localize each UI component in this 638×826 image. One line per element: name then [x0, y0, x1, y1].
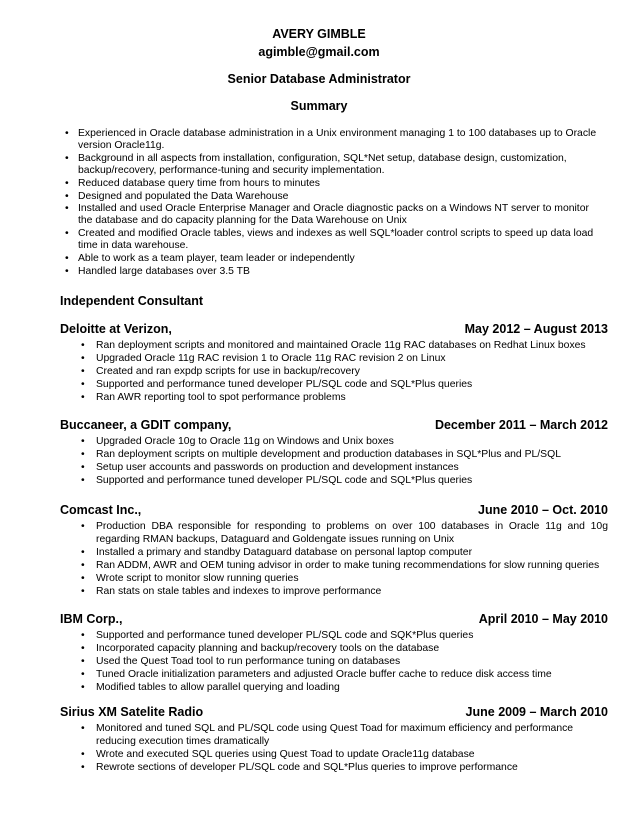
job-header — [60, 612, 608, 628]
bullet-icon: • — [65, 190, 69, 202]
summary-item: • Created and modified Oracle tables, views and indexes as well SQL*loader control scripts to speed up data load time in data warehouse. — [65, 228, 594, 252]
job-bullet: • Supported and performance tuned developer PL/SQL code and SQL*Plus queries — [81, 378, 473, 390]
job-bullet: • Used the Quest Toad tool to run performance tuning on databases — [81, 655, 401, 667]
summary-list — [65, 128, 598, 278]
summary-heading: Summary — [290, 99, 348, 113]
job-bullet: • Installed a primary and standby Dataguard database on personal laptop computer — [81, 546, 473, 558]
job-bullet: • Ran stats on stale tables and indexes to improve performance — [81, 585, 382, 597]
bullet-icon: • — [81, 546, 85, 558]
summary-item: • Experienced in Oracle database administration in a Unix environment managing 1 to 100 databases up to Oracle version Oracle11g. — [65, 128, 597, 152]
job-header — [60, 418, 608, 434]
bullet-icon: • — [81, 365, 85, 377]
job-entry — [60, 322, 608, 405]
summary-item: • Reduced database query time from hours to minutes — [65, 177, 320, 189]
bullet-icon: • — [81, 681, 85, 693]
bullet-icon: • — [81, 352, 85, 364]
job-bullet: • Ran deployment scripts on multiple development and production databases in SQL*Plus and PL/SQL — [81, 448, 561, 460]
bullet-icon: • — [81, 748, 85, 760]
bullet-icon: • — [81, 761, 85, 773]
bullet-icon: • — [65, 228, 69, 240]
bullet-icon: • — [81, 585, 85, 597]
bullet-icon: • — [81, 391, 85, 403]
job-bullet: • Created and ran expdp scripts for use in backup/recovery — [81, 365, 360, 377]
job-bullet: • Monitored and tuned SQL and PL/SQL code using Quest Toad for maximum efficiency and performance reducing execution times dramatically — [81, 723, 574, 747]
job-entry — [60, 418, 608, 488]
job-bullets — [81, 723, 608, 775]
company-name: Comcast Inc., — [60, 503, 142, 517]
job-bullet: • Setup user accounts and passwords on production and development instances — [81, 461, 459, 473]
job-bullet: • Wrote and executed SQL queries using Quest Toad to update Oracle11g database — [81, 748, 475, 760]
job-bullets — [81, 340, 608, 405]
job-bullet: • Tuned Oracle initialization parameters and adjusted Oracle buffer cache to reduce disk access time — [81, 668, 552, 680]
bullet-icon: • — [65, 152, 69, 164]
summary-item: • Background in all aspects from installation, configuration, SQL*Net setup, database design, customization, backup/recovery, performance-tuning and security implementation. — [65, 152, 567, 177]
bullet-icon: • — [81, 461, 85, 473]
company-name: IBM Corp., — [60, 612, 123, 626]
bullet-icon: • — [81, 521, 85, 532]
job-entry — [60, 705, 608, 775]
company-name: Buccaneer, a GDIT company, — [60, 418, 232, 432]
job-bullet: • Ran ADDM, AWR and OEM tuning advisor in order to make tuning recommendations for slow running queries — [81, 559, 600, 571]
job-dates: June 2009 – March 2010 — [465, 705, 608, 719]
job-bullet: • Ran AWR reporting tool to spot performance problems — [81, 391, 346, 403]
job-bullets — [81, 521, 608, 598]
job-bullets — [81, 436, 608, 488]
job-bullet: • Upgraded Oracle 11g RAC revision 1 to Oracle 11g RAC revision 2 on Linux — [81, 352, 446, 364]
bullet-icon: • — [81, 572, 85, 584]
job-bullets — [81, 630, 608, 695]
bullet-icon: • — [81, 668, 85, 680]
bullet-icon: • — [81, 340, 85, 351]
job-bullet: • Supported and performance tuned developer PL/SQL code and SQL*Plus queries — [81, 474, 473, 486]
bullet-icon: • — [81, 655, 85, 667]
bullet-icon: • — [65, 177, 69, 189]
candidate-email: agimble@gmail.com — [258, 45, 380, 59]
bullet-icon: • — [81, 378, 85, 390]
bullet-icon: • — [65, 265, 69, 277]
job-bullet: • Upgraded Oracle 10g to Oracle 11g on Windows and Unix boxes — [81, 436, 394, 447]
job-dates: June 2010 – Oct. 2010 — [478, 503, 608, 517]
job-dates: April 2010 – May 2010 — [478, 612, 608, 626]
job-dates: December 2011 – March 2012 — [434, 418, 608, 432]
bullet-icon: • — [81, 559, 85, 571]
job-bullet: • Supported and performance tuned developer PL/SQL code and SQK*Plus queries — [81, 630, 474, 641]
bullet-icon: • — [81, 448, 85, 460]
job-header — [60, 322, 608, 338]
section-heading: Independent Consultant — [60, 294, 204, 308]
job-title: Senior Database Administrator — [227, 72, 411, 86]
job-bullet: • Ran deployment scripts and monitored and maintained Oracle 11g RAC databases on Redhat Linux boxes — [81, 340, 586, 351]
bullet-icon: • — [81, 436, 85, 447]
bullet-icon: • — [81, 630, 85, 641]
company-name: Deloitte at Verizon, — [60, 322, 172, 336]
job-entry — [60, 612, 608, 695]
job-bullet: • Production DBA responsible for responding to problems on over 100 databases in Oracle 11g and 10g regarding RMAN backups, Dataguard and Goldengate issues running on Unix — [81, 521, 608, 545]
job-header — [60, 705, 608, 721]
company-name: Sirius XM Satelite Radio — [60, 705, 204, 719]
bullet-icon: • — [65, 253, 69, 265]
bullet-icon: • — [81, 642, 85, 654]
bullet-icon: • — [81, 723, 85, 734]
summary-item: • Installed and used Oracle Enterprise Manager and Oracle diagnostic packs on a Windows NT server to monitor the database and do capacity planning for the Data Warehouse on Unix — [65, 203, 589, 227]
job-bullet: • Incorporated capacity planning and backup/recovery tools on the database — [81, 642, 440, 654]
bullet-icon: • — [65, 128, 69, 139]
job-bullet: • Rewrote sections of developer PL/SQL code and SQL*Plus queries to improve performance — [81, 761, 518, 773]
bullet-icon: • — [65, 203, 69, 215]
job-bullet: • Wrote script to monitor slow running queries — [81, 572, 299, 584]
summary-item: • Able to work as a team player, team leader or independently — [65, 253, 355, 265]
summary-item: • Designed and populated the Data Warehouse — [65, 190, 289, 202]
summary-item: • Handled large databases over 3.5 TB — [65, 265, 250, 277]
bullet-icon: • — [81, 474, 85, 486]
job-header — [60, 503, 608, 519]
job-bullet: • Modified tables to allow parallel querying and loading — [81, 681, 340, 693]
job-dates: May 2012 – August 2013 — [464, 322, 608, 336]
job-entry — [60, 503, 608, 598]
candidate-name: AVERY GIMBLE — [272, 27, 366, 41]
